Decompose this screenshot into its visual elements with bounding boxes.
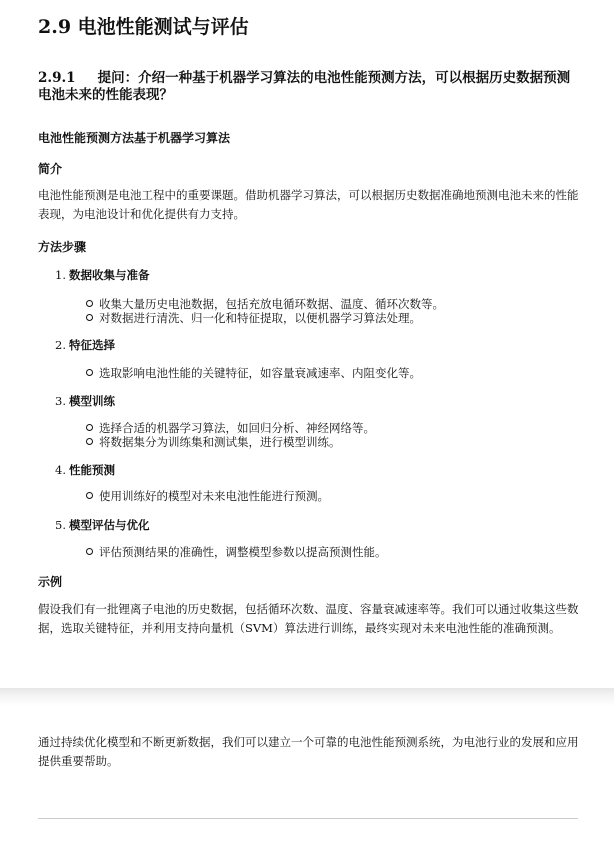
step-title: 模型训练 — [69, 394, 115, 408]
step-5-bullets — [86, 545, 387, 559]
list-item: 将数据集分为训练集和测试集，进行模型训练。 — [86, 435, 375, 449]
step-1 — [55, 267, 150, 283]
step-1-bullets — [86, 297, 444, 325]
step-3 — [55, 393, 115, 409]
list-item: 选取影响电池性能的关键特征，如容量衰减速率、内阻变化等。 — [86, 366, 421, 380]
document-page-2 — [0, 706, 614, 857]
bullet-icon — [86, 369, 93, 376]
question-heading — [38, 70, 583, 104]
question-number: 2.9.1 — [38, 70, 76, 86]
bullet-icon — [86, 314, 93, 321]
step-number: 1. — [55, 268, 66, 282]
step-2 — [55, 337, 115, 353]
question-text: 提问：介绍一种基于机器学习算法的电池性能预测方法，可以根据历史数据预测电池未来的性能表现？ — [38, 70, 571, 103]
bullet-icon — [86, 300, 93, 307]
step-number: 3. — [55, 394, 66, 408]
steps-heading: 方法步骤 — [38, 240, 87, 254]
bullet-icon — [86, 424, 93, 431]
list-item: 收集大量历史电池数据，包括充放电循环数据、温度、循环次数等。 — [86, 297, 444, 311]
step-2-bullets — [86, 366, 421, 380]
method-heading: 电池性能预测方法基于机器学习算法 — [38, 131, 231, 145]
step-title: 特征选择 — [69, 338, 115, 352]
bullet-icon — [86, 492, 93, 499]
list-item: 对数据进行清洗、归一化和特征提取，以便机器学习算法处理。 — [86, 311, 444, 325]
step-number: 4. — [55, 463, 66, 477]
section-title: 2.9 电池性能测试与评估 — [38, 16, 249, 38]
bullet-icon — [86, 548, 93, 555]
step-title: 性能预测 — [69, 463, 115, 477]
bullet-icon — [86, 438, 93, 445]
conclusion-paragraph: 通过持续优化模型和不断更新数据，我们可以建立一个可靠的电池性能预测系统，为电池行业的发展和应用提供重要帮助。 — [38, 735, 579, 768]
intro-heading: 简介 — [38, 162, 63, 176]
step-number: 5. — [55, 518, 66, 532]
list-item: 评估预测结果的准确性，调整模型参数以提高预测性能。 — [86, 545, 387, 559]
intro-paragraph: 电池性能预测是电池工程中的重要课题。借助机器学习算法，可以根据历史数据准确地预测电池未来的性能表现，为电池设计和优化提供有力支持。 — [38, 188, 579, 221]
example-heading: 示例 — [38, 575, 63, 589]
step-title: 数据收集与准备 — [69, 268, 150, 282]
footer-divider — [38, 818, 578, 819]
step-5 — [55, 517, 150, 533]
step-4-bullets — [86, 489, 329, 503]
list-item: 选择合适的机器学习算法，如回归分析、神经网络等。 — [86, 421, 375, 435]
page-separator — [0, 688, 614, 706]
step-3-bullets — [86, 421, 375, 449]
step-number: 2. — [55, 338, 66, 352]
step-title: 模型评估与优化 — [69, 518, 150, 532]
step-4 — [55, 462, 115, 478]
example-paragraph: 假设我们有一批锂离子电池的历史数据，包括循环次数、温度、容量衰减速率等。我们可以通过收集这些数据，选取关键特征，并利用支持向量机（SVM）算法进行训练，最终实现对未来电池性能的准确预测。 — [38, 602, 579, 635]
list-item: 使用训练好的模型对未来电池性能进行预测。 — [86, 489, 329, 503]
